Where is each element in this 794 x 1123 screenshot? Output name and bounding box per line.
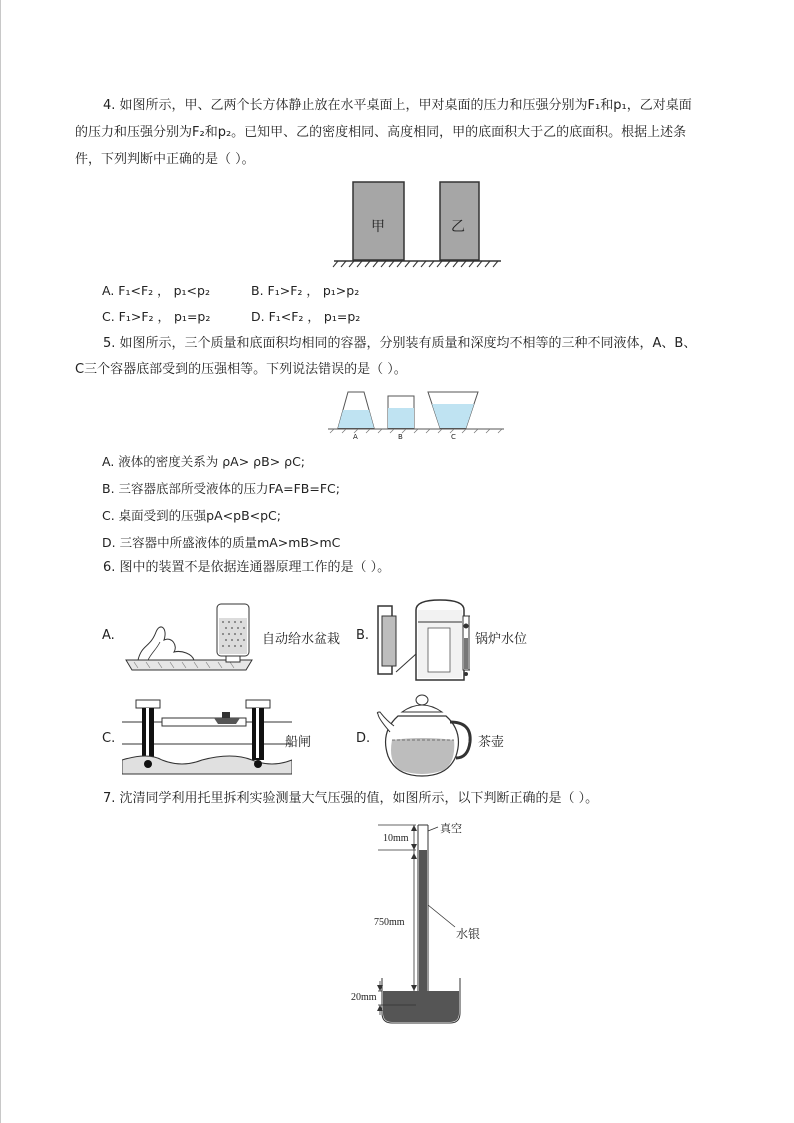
label-750mm: 750mm	[374, 917, 405, 928]
q4-option-a: A. F₁<F₂ ， p₁<p₂	[102, 283, 210, 298]
q6-line-1: 6. 图中的装置不是依据连通器原理工作的是（ ）。	[103, 560, 391, 575]
q7-line-1: 7. 沈清同学利用托里拆利实验测量大气压强的值，如图所示，以下判断正确的是（ ）。	[103, 791, 599, 806]
q5-option-a: A. 液体的密度关系为 ρA> ρB> ρC;	[102, 454, 306, 469]
q4-option-b: B. F₁>F₂ ， p₁>p₂	[251, 283, 360, 298]
q4-line-3: 件，下列判断中正确的是（ ）。	[75, 152, 255, 167]
q4-option-c: C. F₁>F₂ ， p₁=p₂	[102, 309, 211, 324]
container-c-label: C	[451, 433, 456, 441]
label-10mm: 10mm	[383, 833, 409, 844]
q6-option-d-letter: D.	[356, 731, 371, 746]
teapot-spout	[377, 712, 394, 732]
ship	[214, 718, 240, 724]
q5-option-c: C. 桌面受到的压强pA<pB<pC;	[102, 508, 281, 523]
q4-line-1: 4. 如图所示，甲、乙两个长方体静止放在水平桌面上，甲对桌面的压力和压强分别为F₁和p₁，乙对桌面	[103, 98, 692, 113]
container-b-label: B	[398, 433, 403, 441]
q4-line-2: 的压力和压强分别为F₂和p₂。已知甲、乙的密度相同、高度相同，甲的底面积大于乙的底面积。根据上述条	[75, 125, 687, 140]
ship-lock-figure	[122, 694, 292, 776]
q6-option-c-text: 船闸	[285, 735, 312, 750]
q6-option-b-letter: B.	[356, 628, 370, 643]
q4-blocks-figure	[330, 178, 505, 270]
q6-option-a-letter: A.	[102, 628, 115, 643]
q6-option-d-text: 茶壶	[478, 735, 505, 750]
label-jia: 甲	[371, 219, 385, 235]
q6-option-b-text: 锅炉水位	[475, 632, 528, 647]
q5-line-1: 5. 如图所示，三个质量和底面积均相同的容器，分别装有质量和深度均不相等的三种不同液体，A、B、	[103, 336, 697, 351]
q5-line-2: C三个容器底部受到的压强相等。下列说法错误的是（ ）。	[75, 362, 407, 377]
label-yi: 乙	[451, 219, 465, 235]
label-20mm: 20mm	[351, 992, 377, 1003]
q4-option-d: D. F₁<F₂ ， p₁=p₂	[251, 309, 361, 324]
mercury-column	[419, 850, 427, 1005]
auto-watering-planter-figure	[122, 598, 262, 676]
q5-option-b: B. 三容器底部所受液体的压力FA=FB=FC;	[102, 481, 340, 496]
boiler-water-level-figure	[376, 596, 472, 684]
q6-option-c-letter: C.	[102, 731, 116, 746]
label-mercury: 水银	[456, 927, 481, 941]
page-edge	[0, 0, 1, 1123]
label-vacuum: 真空	[440, 822, 462, 835]
teapot-figure	[376, 692, 476, 780]
container-a-label: A	[353, 433, 358, 441]
q6-option-a-text: 自动给水盆栽	[262, 632, 341, 647]
table-hatching	[333, 261, 498, 267]
q5-option-d: D. 三容器中所盛液体的质量mA>mB>mC	[102, 535, 341, 550]
